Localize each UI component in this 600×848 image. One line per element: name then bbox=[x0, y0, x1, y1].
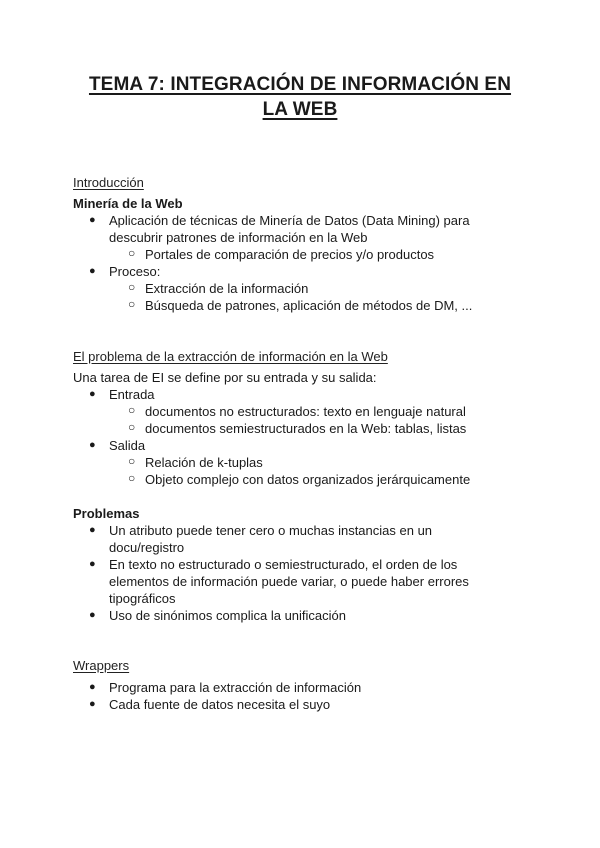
list-item-text-cont: docu/registro bbox=[109, 540, 185, 555]
hollow-bullet-icon: ○ bbox=[128, 246, 136, 260]
list-subitem bbox=[73, 403, 543, 420]
bullet-icon: ● bbox=[89, 558, 96, 570]
list-item bbox=[73, 263, 543, 280]
problem-section bbox=[73, 348, 543, 488]
intro-list bbox=[73, 212, 543, 314]
problemas-list bbox=[73, 522, 543, 624]
list-subitem-text: documentos semiestructurados en la Web: tablas, listas bbox=[145, 421, 467, 436]
bullet-icon: ● bbox=[89, 681, 96, 693]
title-line-1: TEMA 7: INTEGRACIÓN DE INFORMACIÓN EN bbox=[88, 74, 512, 95]
list-item bbox=[73, 437, 543, 454]
list-item bbox=[73, 212, 543, 246]
hollow-bullet-icon: ○ bbox=[128, 454, 136, 468]
list-item-text-cont: descubrir patrones de información en la Web bbox=[109, 230, 368, 245]
list-item-text: En texto no estructurado o semiestructurado, el orden de los bbox=[109, 557, 458, 572]
list-subitem bbox=[73, 420, 543, 437]
list-item-text: Un atributo puede tener cero o muchas instancias en un bbox=[109, 523, 433, 538]
list-item bbox=[73, 696, 543, 713]
list-subitem-text: Portales de comparación de precios y/o productos bbox=[145, 247, 435, 262]
bullet-icon: ● bbox=[89, 698, 96, 710]
list-subitem-text: Relación de k-tuplas bbox=[145, 455, 263, 470]
list-item bbox=[73, 607, 543, 624]
intro-heading: Minería de la Web bbox=[73, 196, 183, 211]
list-item bbox=[73, 522, 543, 556]
list-item-text: Aplicación de técnicas de Minería de Datos (Data Mining) para bbox=[109, 213, 470, 228]
list-subitem bbox=[73, 246, 543, 263]
hollow-bullet-icon: ○ bbox=[128, 420, 136, 434]
bullet-icon: ● bbox=[89, 609, 96, 621]
list-subitem bbox=[73, 297, 543, 314]
hollow-bullet-icon: ○ bbox=[128, 471, 136, 485]
bullet-icon: ● bbox=[89, 265, 96, 277]
list-item-text: Proceso: bbox=[109, 264, 161, 279]
list-item-text-cont: elementos de información puede variar, o puede haber errores bbox=[109, 574, 469, 589]
bullet-icon: ● bbox=[89, 439, 96, 451]
list-subitem bbox=[73, 280, 543, 297]
list-subitem-text: Objeto complejo con datos organizados jerárquicamente bbox=[145, 472, 471, 487]
list-item-text: Uso de sinónimos complica la unificación bbox=[109, 608, 347, 623]
problemas-heading: Problemas bbox=[73, 506, 140, 521]
hollow-bullet-icon: ○ bbox=[128, 280, 136, 294]
problemas-section bbox=[73, 505, 543, 624]
list-item-text: Entrada bbox=[109, 387, 155, 402]
bullet-icon: ● bbox=[89, 388, 96, 400]
list-subitem-text: documentos no estructurados: texto en lenguaje natural bbox=[145, 404, 466, 419]
wrappers-section bbox=[73, 657, 543, 713]
list-subitem-text: Búsqueda de patrones, aplicación de métodos de DM, ... bbox=[145, 298, 473, 313]
hollow-bullet-icon: ○ bbox=[128, 403, 136, 417]
problem-intro: Una tarea de EI se define por su entrada y su salida: bbox=[73, 370, 377, 385]
list-subitem-text: Extracción de la información bbox=[145, 281, 309, 296]
wrappers-list bbox=[73, 679, 543, 713]
list-item-text-cont: tipográficos bbox=[109, 591, 176, 606]
intro-section bbox=[73, 174, 543, 314]
list-item bbox=[73, 386, 543, 403]
problem-section-label: El problema de la extracción de información en la Web bbox=[73, 349, 388, 364]
list-item-text: Cada fuente de datos necesita el suyo bbox=[109, 697, 331, 712]
page-title bbox=[60, 72, 540, 122]
intro-section-label: Introducción bbox=[73, 175, 144, 190]
list-item-text: Programa para la extracción de información bbox=[109, 680, 362, 695]
list-subitem bbox=[73, 454, 543, 471]
wrappers-section-label: Wrappers bbox=[73, 658, 130, 673]
title-line-2: LA WEB bbox=[262, 99, 338, 120]
list-item bbox=[73, 679, 543, 696]
list-item bbox=[73, 556, 543, 607]
hollow-bullet-icon: ○ bbox=[128, 297, 136, 311]
list-subitem bbox=[73, 471, 543, 488]
problem-list bbox=[73, 386, 543, 488]
list-item-text: Salida bbox=[109, 438, 146, 453]
bullet-icon: ● bbox=[89, 524, 96, 536]
bullet-icon: ● bbox=[89, 214, 96, 226]
